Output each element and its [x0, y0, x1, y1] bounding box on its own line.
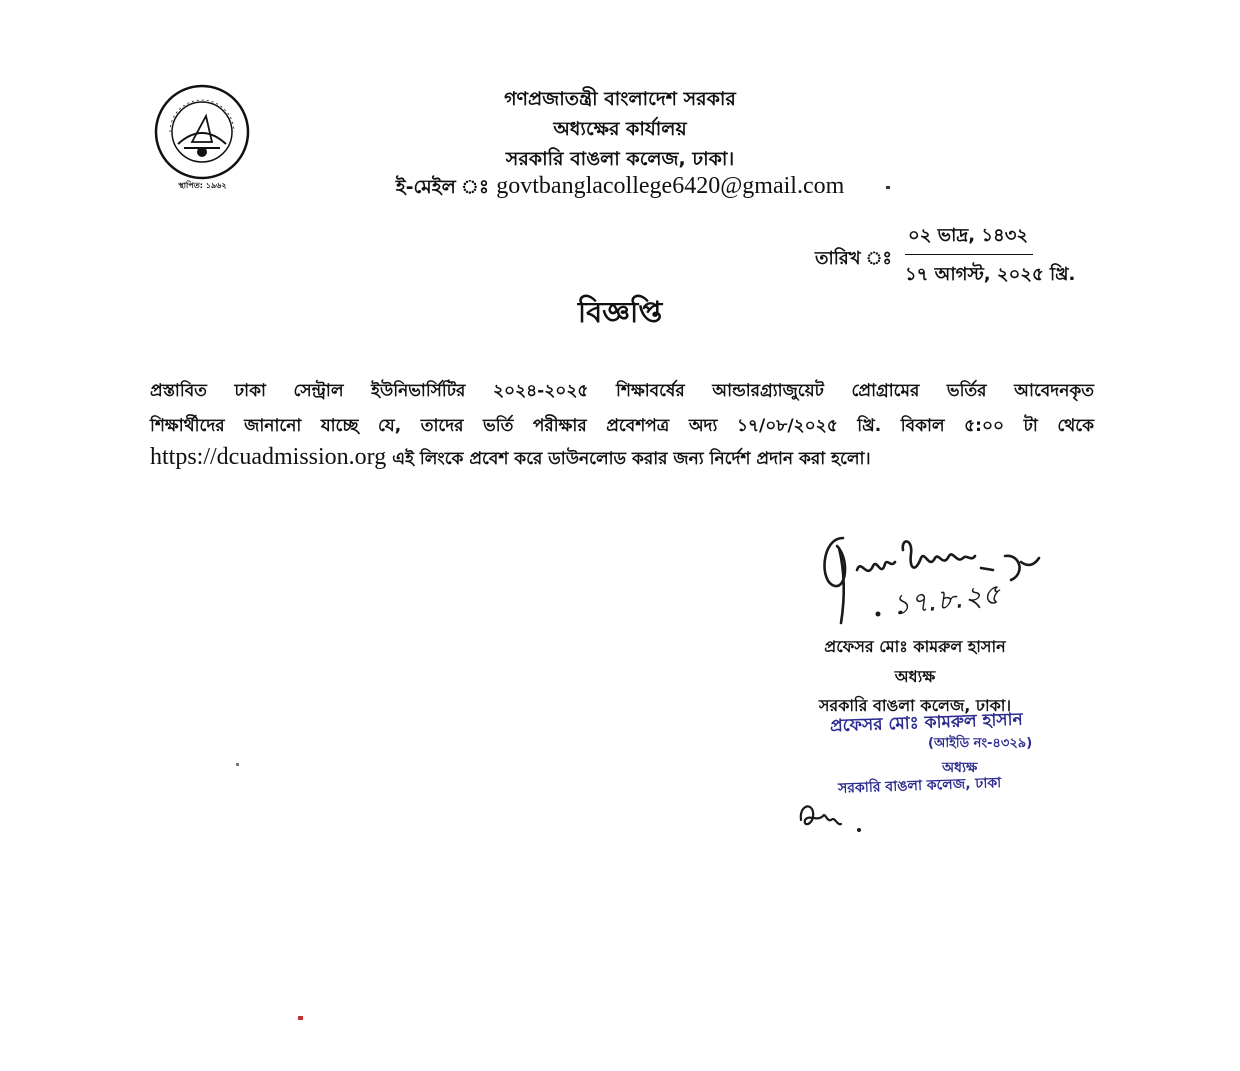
- signature-date: ১৭.৮.২৫: [890, 577, 1002, 622]
- date-english: ১৭ আগস্ট, ২০২৫ খ্রি.: [905, 264, 1076, 285]
- college-name: সরকারি বাঙলা কলেজ, ঢাকা।: [505, 148, 735, 170]
- signatory-name: প্রফেসর মোঃ কামরুল হাসান: [824, 637, 1006, 656]
- email-address: govtbanglacollege6420@gmail.com: [496, 173, 845, 199]
- ink-dot: [886, 186, 890, 189]
- email-label: ই-মেইল ঃ: [395, 176, 489, 198]
- notice-body-line-2: শিক্ষার্থীদের জানানো যাচ্ছে যে, তাদের ভর্তি পরীক্ষার প্রবেশপত্র অদ্য ১৭/০৮/২০২৫ খ্রি. বিকাল ৫:০০ টা থেকে: [150, 416, 1094, 436]
- office-name: অধ্যক্ষের কার্যালয়: [553, 118, 687, 140]
- date-label: তারিখ ঃ: [815, 248, 893, 269]
- logo-established-text: স্থাপিত: ১৯৬২: [178, 181, 227, 190]
- notice-body-line-1: প্রস্তাবিত ঢাকা সেন্ট্রাল ইউনিভার্সিটির ২০২৪-২০২৫ শিক্ষাবর্ষের আন্ডারগ্র্যাজুয়েট প্রোগ্রামের ভর্তির আবেদনকৃত: [150, 381, 1094, 401]
- date-bangla: ০২ ভাদ্র, ১৪৩২: [908, 225, 1029, 246]
- scan-speck: [236, 763, 239, 766]
- stamp-designation: অধ্যক্ষ: [942, 760, 978, 776]
- notice-title: বিজ্ঞপ্তি: [577, 295, 663, 329]
- admission-link[interactable]: https://dcuadmission.org: [150, 444, 387, 470]
- scan-speck: [298, 1016, 303, 1020]
- date-divider: [905, 254, 1033, 255]
- notice-body-line-3: [150, 444, 1094, 474]
- signatory-designation: অধ্যক্ষ: [894, 667, 936, 686]
- government-name: গণপ্রজাতন্ত্রী বাংলাদেশ সরকার: [504, 88, 736, 110]
- stamp-id: (আইডি নং-৪৩২৯): [928, 736, 1033, 751]
- initials-signature: [795, 798, 875, 838]
- stamp-institution: সরকারি বাঙলা কলেজ, ঢাকা: [837, 775, 1002, 797]
- college-logo: [148, 82, 256, 182]
- notice-body-line-3-text: এই লিংকে প্রবেশ করে ডাউনলোড করার জন্য নির্দেশ প্রদান করা হলো।: [386, 449, 871, 469]
- stamp-name: প্রফেসর মোঃ কামরুল হাসান: [829, 709, 1024, 737]
- email-line: [360, 173, 880, 205]
- signatory-institution: সরকারি বাঙলা কলেজ, ঢাকা।: [818, 696, 1012, 715]
